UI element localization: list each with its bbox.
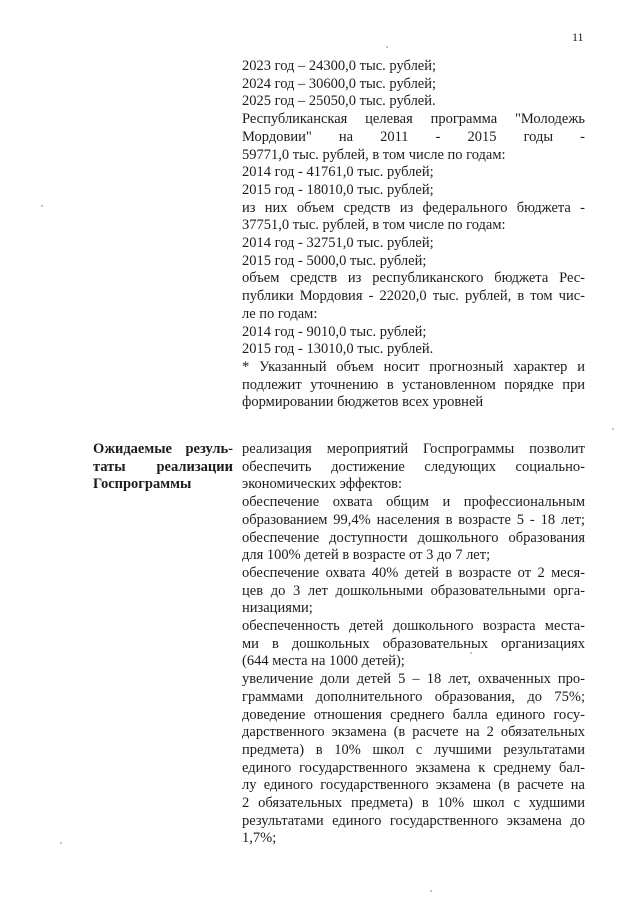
- section-label: [93, 441, 233, 494]
- text-line: экономических эффектов:: [242, 476, 403, 493]
- text-line: обеспеченность детей дошкольного возраста места-: [242, 618, 585, 635]
- scan-speck: [612, 428, 614, 430]
- text-line: обеспечение охвата общим и профессиональным: [242, 494, 585, 511]
- text-line: граммами дополнительного образования, до 75%;: [242, 688, 585, 705]
- expected-results-block: [242, 441, 585, 848]
- scan-speck: [60, 842, 62, 844]
- label-line: Ожидаемые резуль-: [93, 441, 233, 457]
- scan-speck: [430, 890, 432, 892]
- text-line: Республиканская целевая программа "Молодежь: [242, 111, 585, 128]
- text-line: обеспечение доступности дошкольного образования: [242, 529, 585, 546]
- text-line: ле по годам:: [242, 305, 318, 322]
- text-line: 2014 год - 9010,0 тыс. рублей;: [242, 323, 427, 340]
- funding-text-block: [242, 58, 585, 412]
- text-line: Мордовии" на 2011 - 2015 годы -: [242, 128, 585, 145]
- text-line: 2025 год – 25050,0 тыс. рублей.: [242, 93, 436, 110]
- scan-speck: [386, 46, 388, 48]
- text-line: обеспечение охвата 40% детей в возрасте от 2 меся-: [242, 564, 585, 581]
- text-line: низациями;: [242, 600, 313, 617]
- text-line: 59771,0 тыс. рублей, в том числе по годам:: [242, 146, 506, 163]
- text-line: образованием 99,4% населения в возрасте 5 - 18 лет;: [242, 511, 585, 528]
- text-line: 2014 год - 41761,0 тыс. рублей;: [242, 164, 434, 181]
- text-line: реализация мероприятий Госпрограммы позволит: [242, 441, 585, 457]
- text-line: из них объем средств из федерального бюджета -: [242, 199, 585, 216]
- text-line: 2024 год – 30600,0 тыс. рублей;: [242, 75, 437, 92]
- scan-speck: [470, 652, 472, 654]
- text-line: ми в дошкольных образовательных организациях: [242, 635, 585, 652]
- text-line: 37751,0 тыс. рублей, в том числе по годам:: [242, 217, 506, 234]
- scan-speck: [41, 205, 43, 207]
- label-line: Госпрограммы: [93, 476, 192, 493]
- text-line: дарственного экзамена (в расчете на 2 обязательных: [242, 724, 585, 741]
- text-line: для 100% детей в возрасте от 3 до 7 лет;: [242, 547, 491, 564]
- text-line: (644 места на 1000 детей);: [242, 653, 405, 670]
- text-line: цев до 3 лет дошкольными образовательными орга-: [242, 582, 585, 599]
- text-line: * Указанный объем носит прогнозный характер и: [242, 358, 585, 375]
- text-line: 2015 год - 5000,0 тыс. рублей;: [242, 252, 427, 269]
- text-line: публики Мордовия - 22020,0 тыс. рублей, в том чис-: [242, 288, 585, 305]
- text-line: 2023 год – 24300,0 тыс. рублей;: [242, 58, 437, 74]
- text-line: 1,7%;: [242, 830, 277, 847]
- label-line: таты реализации: [93, 458, 233, 475]
- text-line: 2 обязательных предмета) в 10% школ с худшими: [242, 795, 585, 812]
- text-line: увеличение доли детей 5 – 18 лет, охваченных про-: [242, 671, 585, 688]
- text-line: обеспечить достижение следующих социально-: [242, 458, 585, 475]
- text-line: 2015 год - 18010,0 тыс. рублей;: [242, 181, 434, 198]
- text-line: предмета) в 10% школ с лучшими результатами: [242, 741, 585, 758]
- text-line: единого государственного экзамена к среднему бал-: [242, 759, 585, 776]
- text-line: объем средств из республиканского бюджета Рес-: [242, 270, 585, 287]
- text-line: результатами единого государственного экзамена до: [242, 812, 585, 829]
- text-line: подлежит уточнению в установленном порядке при: [242, 376, 585, 393]
- text-line: 2015 год - 13010,0 тыс. рублей.: [242, 341, 434, 358]
- text-line: 2014 год - 32751,0 тыс. рублей;: [242, 235, 434, 252]
- page-number: 11: [572, 30, 584, 44]
- text-line: формировании бюджетов всех уровней: [242, 394, 484, 411]
- text-line: доведение отношения среднего балла единого госу-: [242, 706, 585, 723]
- text-line: лу единого государственного экзамена (в расчете на: [242, 777, 585, 794]
